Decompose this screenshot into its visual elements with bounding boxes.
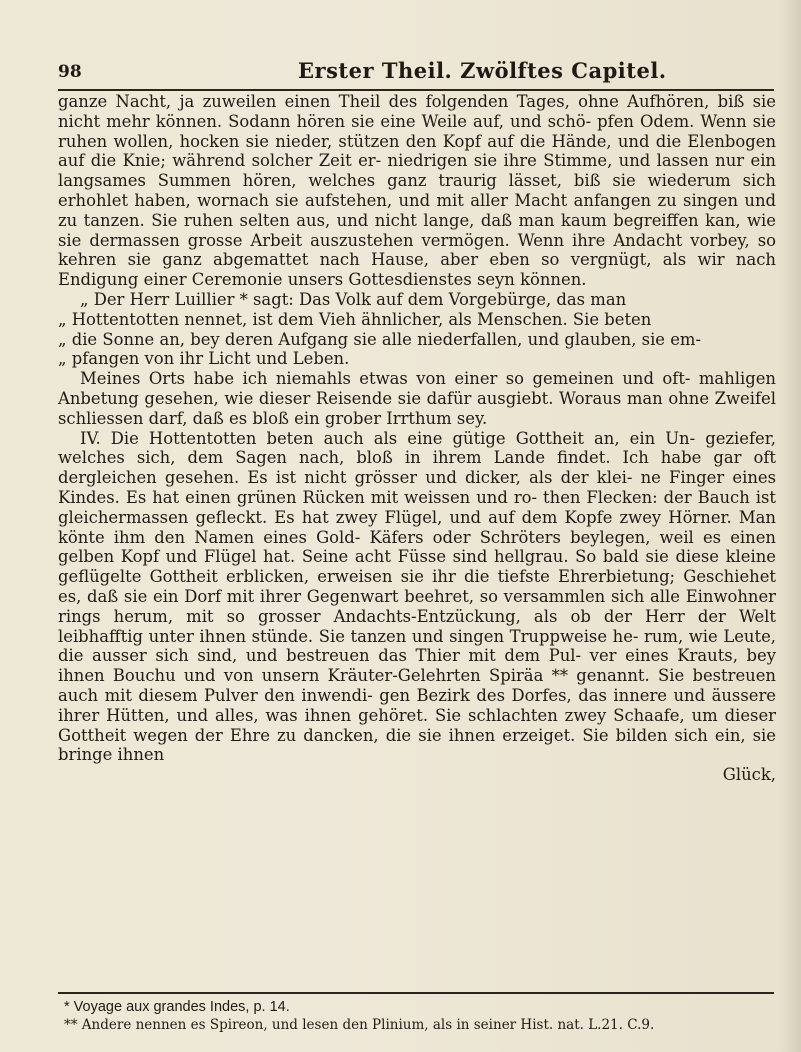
page-number: 98 <box>58 62 82 82</box>
paragraph: Meines Orts habe ich niemahls etwas von einer so gemeinen und oft- mahligen Anbetung gesehen, wie dieser Reisende sie dafür ausgiebt. Woraus man ohne Zweifel schliessen darf, daß es bloß ein grober Irrthum sey. <box>58 369 776 428</box>
paragraph: IV. Die Hottentotten beten auch als eine gütige Gottheit an, ein Un- geziefer, welches sich, dem Sagen nach, bloß in ihrem Lande findet. Ich habe gar oft dergleichen gesehen. Es ist nicht grösser und dicker, als der klei- ne Finger eines Kindes. Es hat einen grünen Rücken mit weissen und ro- then Flecken: der Bauch ist gleichermassen gefleckt. Es hat zwey Flügel, und auf dem Kopfe zwey Hörner. Man könte ihm den Namen eines Gold- Käfers oder Schröters beylegen, weil es einen gelben Kopf und Flügel hat. Seine acht Füsse sind hellgrau. So bald sie diese kleine geflügelte Gottheit erblicken, erweisen sie ihr die tiefste Ehrerbietung; Geschiehet es, daß sie ein Dorf mit ihrer Gegenwart beehret, so versammlen sich alle Einwohner rings herum, mit so grosser Andachts-Entzückung, als ob der Herr der Welt leibhafftig unter ihnen stünde. Sie tanzen und singen Truppweise he- rum, wie Leute, die ausser sich sind, und bestreuen das Thier mit dem Pul- ver eines Krauts, bey ihnen Bouchu und von unsern Kräuter-Gelehrten Spiräa ** genannt. Sie bestreuen auch mit diesem Pulver den inwendi- gen Bezirk des Dorfes, das innere und äussere ihrer Hütten, und alles, was ihnen gehöret. Sie schlachten zwey Schaafe, um dieser Gottheit wegen der Ehre zu dancken, die sie ihnen erzeiget. Sie bilden sich ein, sie bringe ihnen <box>58 428 776 765</box>
catchword: Glück, <box>722 765 776 785</box>
header-rule <box>58 89 774 91</box>
quote-line: „ Hottentotten nennet, ist dem Vieh ähnlicher, als Menschen. Sie beten <box>58 309 652 329</box>
quote-line: „ pfangen von ihr Licht und Leben. <box>58 349 350 369</box>
quote-line: „ Der Herr Luillier * sagt: Das Volk auf dem Vorgebürge, das man <box>80 289 627 309</box>
page-edge-shadow <box>779 0 801 1052</box>
footnote: ** Andere nennen es Spireon, und lesen den Plinium, als in seiner Hist. nat. L.21. C.9. <box>64 1017 655 1033</box>
page-header <box>58 56 772 90</box>
footnote-rule <box>58 992 774 994</box>
running-title: Erster Theil. Zwölftes Capitel. <box>298 58 667 83</box>
paragraph: ganze Nacht, ja zuweilen einen Theil des folgenden Tages, ohne Aufhören, biß sie nicht mehr können. Sodann hören sie eine Weile auf, und schö- pfen Odem. Wenn sie ruhen wollen, hocken sie nieder, stützen den Kopf auf die Hände, und die Elenbogen auf die Knie; während solcher Zeit er- niedrigen sie ihre Stimme, und lassen nur ein langsames Summen hören, welches ganz traurig lässet, biß sie wiederum sich erhohlet haben, wornach sie aufstehen, und mit aller Macht anfangen zu singen und zu tanzen. Sie ruhen selten aus, und nicht lange, daß man kaum begreiffen kan, wie sie dermassen grosse Arbeit auszustehen vermögen. Wenn ihre Andacht vorbey, so kehren sie ganz abgemattet nach Hause, aber eben so vergnügt, als wir nach Endigung einer Ceremonie unsers Gottesdienstes seyn können. <box>58 92 776 290</box>
footnote: * Voyage aux grandes Indes, p. 14. <box>64 999 290 1015</box>
page-body <box>58 92 776 785</box>
quote-line: „ die Sonne an, bey deren Aufgang sie alle niederfallen, und glauben, sie em- <box>58 329 701 349</box>
